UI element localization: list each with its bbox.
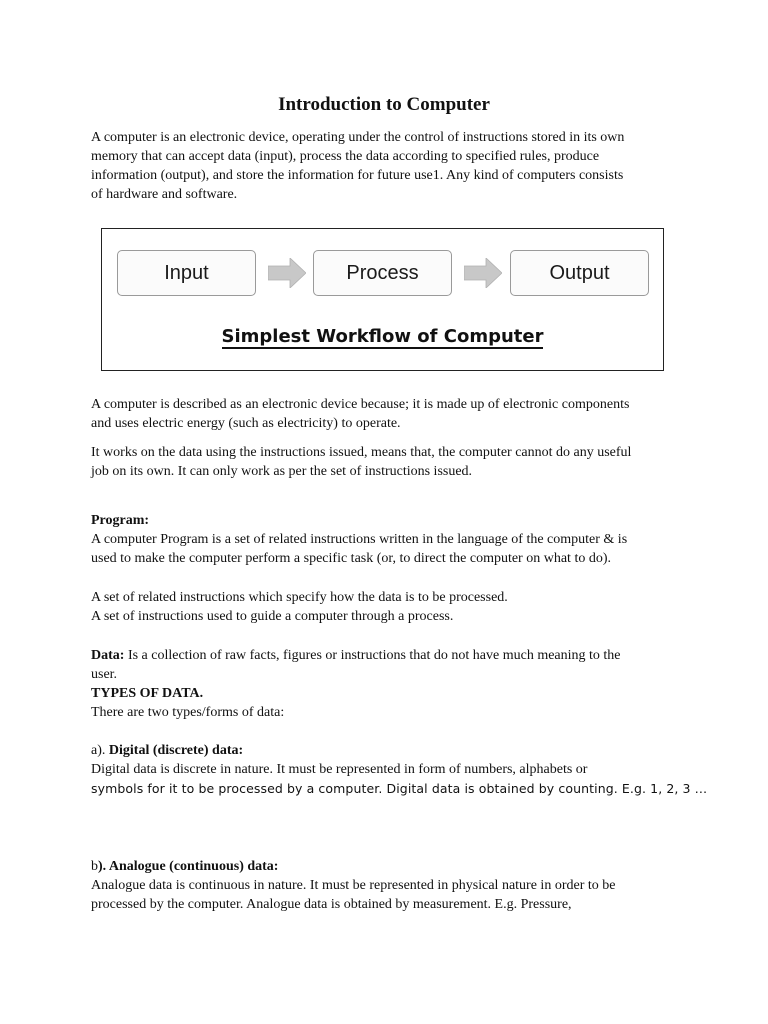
intro-line: of hardware and software. (91, 187, 238, 202)
intro-line: memory that can accept data (input), process the data according to specified rules, produce (91, 149, 600, 164)
analogue-section (91, 857, 681, 914)
instructions-paragraph (91, 443, 681, 481)
diagram-caption-text: Simplest Workflow of Computer (221, 326, 544, 347)
diagram-box-input: Input (117, 250, 256, 296)
digital-heading: Digital (discrete) data: (108, 743, 244, 758)
right-arrow-icon (464, 258, 502, 288)
data-label: Data: (91, 648, 125, 663)
digital-heading-line (91, 741, 681, 760)
workflow-diagram (101, 228, 664, 371)
intro-line: A computer is an electronic device, operating under the control of instructions stored in its own (91, 130, 625, 145)
paragraph-line: Analogue data is continuous in nature. It must be represented in physical nature in order to be (91, 878, 616, 893)
analogue-prefix: b (91, 859, 98, 874)
page-title: Introduction to Computer (278, 94, 490, 115)
analogue-heading: ). Analogue (continuous) data: (98, 859, 279, 874)
paragraph-line: There are two types/forms of data: (91, 705, 285, 720)
intro-line: information (output), and store the information for future use1. Any kind of computers consists (91, 168, 624, 183)
data-section (91, 646, 681, 722)
diagram-box-process: Process (313, 250, 452, 296)
diagram-caption (102, 326, 663, 347)
digital-prefix: a). (91, 743, 109, 758)
program-heading: Program: (91, 513, 150, 528)
paragraph-line: symbols for it to be processed by a computer. Digital data is obtained by counting. E.g. 1, 2, 3 … (91, 781, 708, 796)
paragraph-line: A set of related instructions which specify how the data is to be processed. (91, 590, 508, 605)
paragraph-line: A set of instructions used to guide a computer through a process. (91, 609, 454, 624)
diagram-box-output: Output (510, 250, 649, 296)
digital-section (91, 741, 708, 798)
program-section (91, 511, 681, 568)
analogue-heading-line (91, 857, 681, 876)
data-definition-line (91, 646, 681, 665)
paragraph-line: processed by the computer. Analogue data is obtained by measurement. E.g. Pressure, (91, 897, 572, 912)
paragraph-line: user. (91, 667, 118, 682)
paragraph-line: A computer Program is a set of related instructions written in the language of the computer & is (91, 532, 628, 547)
electronic-paragraph (91, 395, 681, 433)
paragraph-line: It works on the data using the instructions issued, means that, the computer cannot do any useful (91, 445, 632, 460)
paragraph-line: used to make the computer perform a specific task (or, to direct the computer on what to do). (91, 551, 611, 566)
types-heading: TYPES OF DATA. (91, 686, 204, 701)
right-arrow-icon (268, 258, 306, 288)
paragraph-line: job on its own. It can only work as per the set of instructions issued. (91, 464, 473, 479)
paragraph-line: A computer is described as an electronic device because; it is made up of electronic components (91, 397, 630, 412)
data-definition-text: Is a collection of raw facts, figures or instructions that do not have much meaning to the (124, 648, 621, 663)
paragraph-line: Digital data is discrete in nature. It must be represented in form of numbers, alphabets or (91, 762, 588, 777)
intro-paragraph (91, 128, 681, 204)
program-extra (91, 588, 681, 626)
paragraph-line: and uses electric energy (such as electricity) to operate. (91, 416, 401, 431)
